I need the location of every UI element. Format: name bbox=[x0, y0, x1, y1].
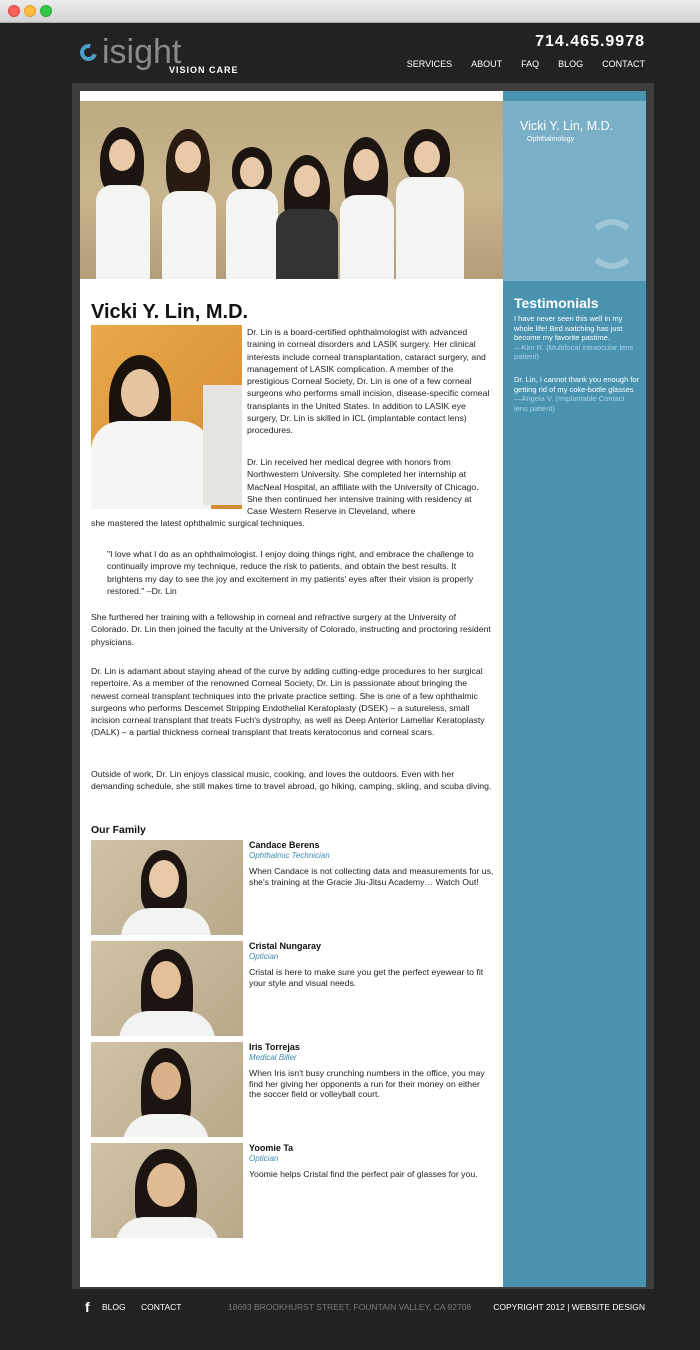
testimonial-author: —Kim R. (Multifocal intraocular lens patient) bbox=[514, 342, 634, 361]
facebook-icon[interactable]: f bbox=[85, 1299, 90, 1315]
bio-paragraph-4: Dr. Lin is adamant about staying ahead of the curve by adding cutting-edge procedures to her surgical repertoire. As a member of the renowned Corneal Society, Dr. Lin is passionate about bringing the newest corneal transplant techniques into the private practice setting. She is one of a few ophthalmic surgeons who performs Descemet Stripping Endothelial Keratoplasty (DSEK) – a sutureless, small incision corneal transplant that treats Fuch's dystrophy, as well as Deep Anterior Lamellar Keratoplasty (DALK) – a partial thickness corneal transplant that treats keratoconus and corneal scars. bbox=[91, 666, 485, 738]
family-description: Yoomie helps Cristal find the perfect pair of glasses for you. bbox=[249, 1169, 478, 1179]
family-name: Iris Torrejas bbox=[249, 1042, 300, 1052]
page bbox=[0, 23, 700, 1350]
maximize-window-icon[interactable] bbox=[40, 5, 52, 17]
page-title: Vicki Y. Lin, M.D. bbox=[91, 301, 249, 323]
logo-ring-icon bbox=[77, 41, 100, 64]
nav-about[interactable]: ABOUT bbox=[471, 59, 503, 69]
family-role: Optician bbox=[249, 1154, 279, 1163]
footer-contact-link[interactable]: CONTACT bbox=[141, 1302, 182, 1312]
main-nav bbox=[388, 59, 645, 69]
close-window-icon[interactable] bbox=[8, 5, 20, 17]
bio-paragraph-5: Outside of work, Dr. Lin enjoys classical music, cooking, and loves the outdoors. Even with her demanding schedule, she still makes time to travel abroad, go hiking, camping, skiing, and scuba diving. bbox=[91, 769, 492, 792]
family-photo bbox=[91, 840, 243, 935]
bio-paragraph-2: Dr. Lin received her medical degree with honors from Northwestern University. She completed her internship at MacNeal Hospital, an affiliate with the University of Chicago. She then continued her intensive training with residency at Case Western Reserve in Cleveland, where bbox=[247, 457, 479, 517]
doctor-quote: "I love what I do as an ophthalmologist. I enjoy doing things right, and embrace the challenge to continually improve my technique, reduce the risk to patients, and obtain the best results. It brightens my day to see the joy and excitement in my patients' eyes after their vision is properly restored." –Dr. Lin bbox=[107, 549, 474, 596]
sidebar-doctor-name: Vicki Y. Lin, M.D. bbox=[520, 119, 614, 133]
family-description: When Iris isn't busy crunching numbers in the office, you may find her giving her opponents a run for their money on either the soccer field or volleyball court. bbox=[249, 1068, 485, 1099]
family-role: Medical Biller bbox=[249, 1053, 297, 1062]
family-role: Ophthalmic Technician bbox=[249, 851, 330, 860]
footer-copyright[interactable]: COPYRIGHT 2012 | WEBSITE DESIGN bbox=[493, 1302, 645, 1312]
main-content bbox=[80, 91, 503, 1287]
phone-number: 714.465.9978 bbox=[535, 33, 645, 50]
bio-paragraph-3: She furthered her training with a fellowship in corneal and refractive surgery at the University of Colorado. Dr. Lin then joined the faculty at the University of Colorado, instructing and proctoring resident physicians. bbox=[91, 612, 491, 647]
bio-paragraph-1: Dr. Lin is a board-certified ophthalmologist with advanced training in corneal disorders and LASIK surgery. Her clinical interests include corneal transplantation, cataract surgery, and management of LASIK complication. A member of the prestigious Corneal Society, Dr. Lin is one of a few corneal surgeons who performs small incision, disease-specific corneal transplants in the United States. In addition to LASIK eye surgery, Dr. Lin is skilled in ICL (implantable contact lens) procedures. bbox=[247, 327, 490, 436]
testimonial-text: I have never seen this well in my whole life! Bird watching has just become my favorite pastime. bbox=[514, 314, 623, 342]
family-photo bbox=[91, 1143, 243, 1238]
bio-paragraph-2-cont: she mastered the latest ophthalmic surgical techniques. bbox=[91, 518, 305, 528]
nav-services[interactable]: SERVICES bbox=[406, 59, 453, 69]
testimonial-author: —Angela V. (Implantable Contact lens patient) bbox=[514, 394, 625, 413]
testimonials-heading: Testimonials bbox=[514, 295, 599, 311]
family-role: Optician bbox=[249, 952, 279, 961]
logo-ring-icon bbox=[587, 219, 637, 269]
site-logo[interactable] bbox=[80, 33, 240, 77]
footer-blog-link[interactable]: BLOG bbox=[102, 1302, 126, 1312]
hero-photo bbox=[80, 101, 503, 279]
sidebar bbox=[503, 91, 646, 1287]
footer-address: 18693 BROOKHURST STREET, FOUNTAIN VALLEY, CA 92708 bbox=[228, 1302, 472, 1312]
sidebar-top-bar bbox=[503, 91, 646, 101]
browser-toolbar bbox=[0, 0, 700, 23]
testimonial bbox=[514, 314, 640, 362]
family-photo bbox=[91, 941, 243, 1036]
doctor-portrait bbox=[91, 325, 242, 509]
family-description: Cristal is here to make sure you get the perfect eyewear to fit your style and visual needs. bbox=[249, 967, 484, 988]
testimonial-text: Dr. Lin, I cannot thank you enough for getting rid of my coke-bottle glasses bbox=[514, 375, 640, 394]
family-name: Yoomie Ta bbox=[249, 1143, 294, 1153]
family-name: Cristal Nungaray bbox=[249, 941, 322, 951]
footer bbox=[0, 1289, 700, 1327]
nav-blog[interactable]: BLOG bbox=[558, 59, 584, 69]
nav-faq[interactable]: FAQ bbox=[521, 59, 540, 69]
family-photo bbox=[91, 1042, 243, 1137]
minimize-window-icon[interactable] bbox=[24, 5, 36, 17]
sidebar-specialty: Ophthalmology bbox=[527, 136, 575, 143]
family-heading: Our Family bbox=[91, 824, 146, 836]
logo-word: isight bbox=[102, 33, 182, 71]
nav-contact[interactable]: CONTACT bbox=[602, 59, 645, 69]
family-name: Candace Berens bbox=[249, 840, 320, 850]
family-description: When Candace is not collecting data and measurements for us, she's training at the Gracie Jiu-Jitsu Academy… Watch Out! bbox=[249, 866, 494, 887]
logo-subtitle: VISION CARE bbox=[169, 65, 239, 75]
testimonial bbox=[514, 375, 640, 413]
